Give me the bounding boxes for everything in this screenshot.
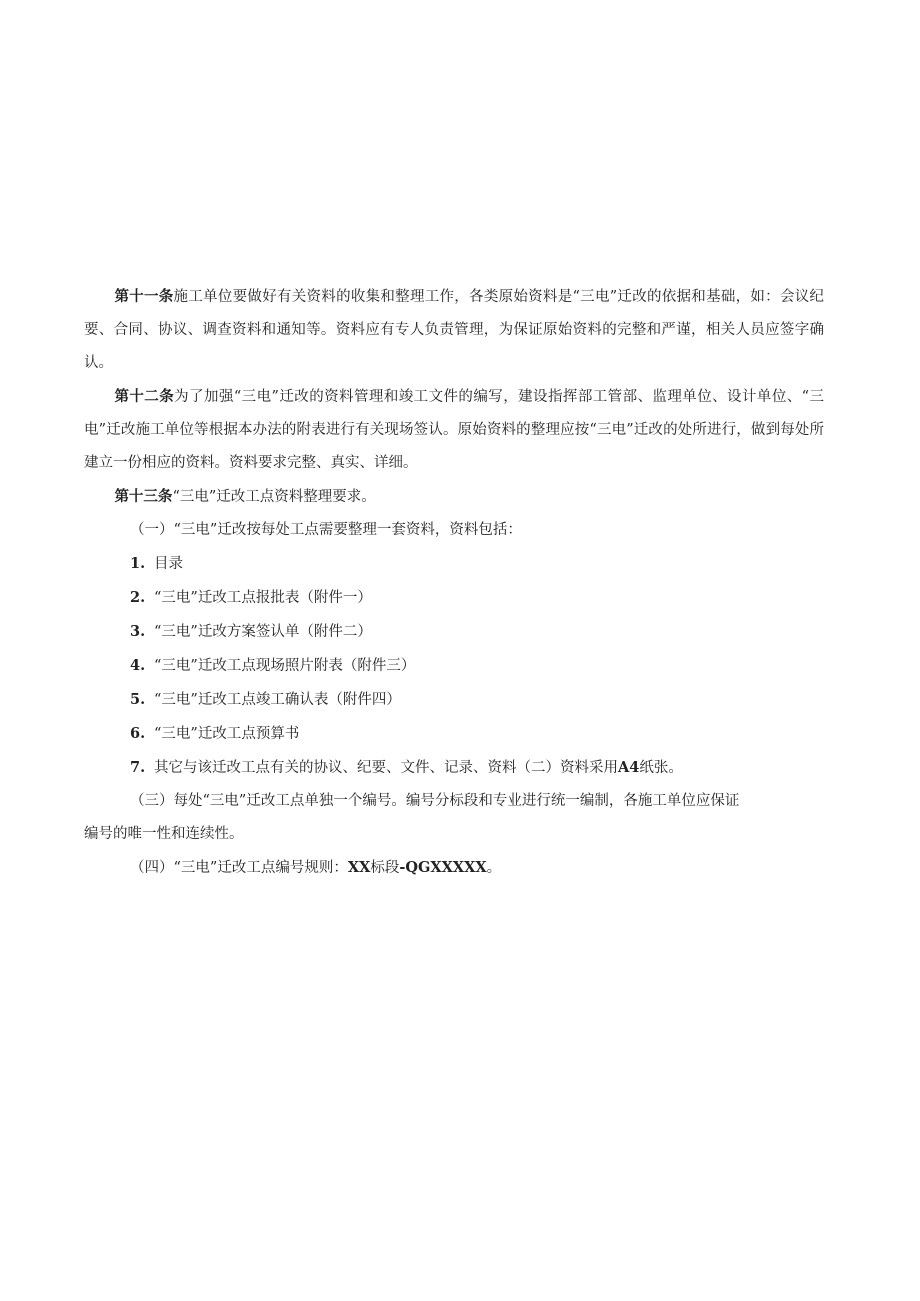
section-code: XX — [347, 859, 371, 876]
list-item-number: 7. — [130, 759, 146, 776]
list-item-7-text: 其它与该迁改工点有关的协议、纪要、文件、记录、资料（二）资料采用 — [154, 760, 618, 776]
article-13-text: “三电”迁改工点资料整理要求。 — [172, 489, 376, 505]
list-item-number: 6. — [130, 725, 146, 742]
list-item-text: 目录 — [154, 556, 183, 572]
sub-clause-4-tail: 。 — [486, 860, 502, 876]
list-item-number: 1. — [130, 555, 146, 572]
list-item — [84, 581, 824, 615]
list-item-number: 4. — [130, 657, 146, 674]
list-item-text: “三电”迁改工点现场照片附表（附件三） — [154, 658, 416, 674]
paper-size: A4 — [618, 759, 640, 776]
list-item — [84, 615, 824, 649]
list-item-text: “三电”迁改工点报批表（附件一） — [154, 590, 372, 606]
list-item — [84, 649, 824, 683]
document-body — [84, 280, 824, 885]
list-item-text: “三电”迁改方案签认单（附件二） — [154, 624, 372, 640]
article-12 — [84, 380, 824, 480]
article-11-label: 第十一条 — [114, 288, 174, 305]
list-item-7-tail: 纸张。 — [639, 760, 683, 776]
sub-clause-3 — [84, 785, 824, 818]
sub-clause-4-mid: 标段 — [370, 860, 400, 876]
list-item — [84, 547, 824, 581]
list-item-number: 5. — [130, 691, 146, 708]
list-item — [84, 717, 824, 751]
sub-clause-3-line2: 编号的唯一性和连续性。 — [84, 826, 244, 842]
list-item — [84, 683, 824, 717]
list-item-number: 2. — [130, 589, 146, 606]
sub-clause-4 — [84, 851, 824, 885]
article-12-text: 为了加强“三电”迁改的资料管理和竣工文件的编写，建设指挥部工管部、监理单位、设计单位、“三电”迁改施工单位等根据本办法的附表进行有关现场签认。原始资料的整理应按“三电”迁改的处所进行，做到每处所建立一份相应的资料。资料要求完整、真实、详细。 — [84, 389, 824, 471]
article-13 — [84, 480, 824, 514]
sub-clause-4-text: （四）“三电”迁改工点编号规则： — [130, 860, 348, 876]
attachment-list — [84, 547, 824, 785]
article-13-label: 第十三条 — [114, 488, 173, 505]
article-11 — [84, 280, 824, 380]
list-item-7 — [84, 751, 824, 785]
sub-clause-1: （一）“三电”迁改按每处工点需要整理一套资料，资料包括： — [130, 522, 522, 538]
list-item-text: “三电”迁改工点竣工确认表（附件四） — [154, 692, 401, 708]
list-item-text: “三电”迁改工点预算书 — [154, 726, 300, 742]
list-item-number: 3. — [130, 623, 146, 640]
sub-clause-3-line1: （三）每处“三电”迁改工点单独一个编号。编号分标段和专业进行统一编制，各施工单位应保证 — [130, 793, 740, 809]
number-pattern: -QGXXXXX — [399, 859, 487, 876]
article-12-label: 第十二条 — [114, 388, 175, 405]
article-11-text: 施工单位要做好有关资料的收集和整理工作，各类原始资料是“三电”迁改的依据和基础，如：会议纪要、合同、协议、调查资料和通知等。资料应有专人负责管理，为保证原始资料的完整和严谨，相关人员应签字确认。 — [84, 289, 825, 371]
sub-clause-3-continued — [84, 818, 824, 851]
